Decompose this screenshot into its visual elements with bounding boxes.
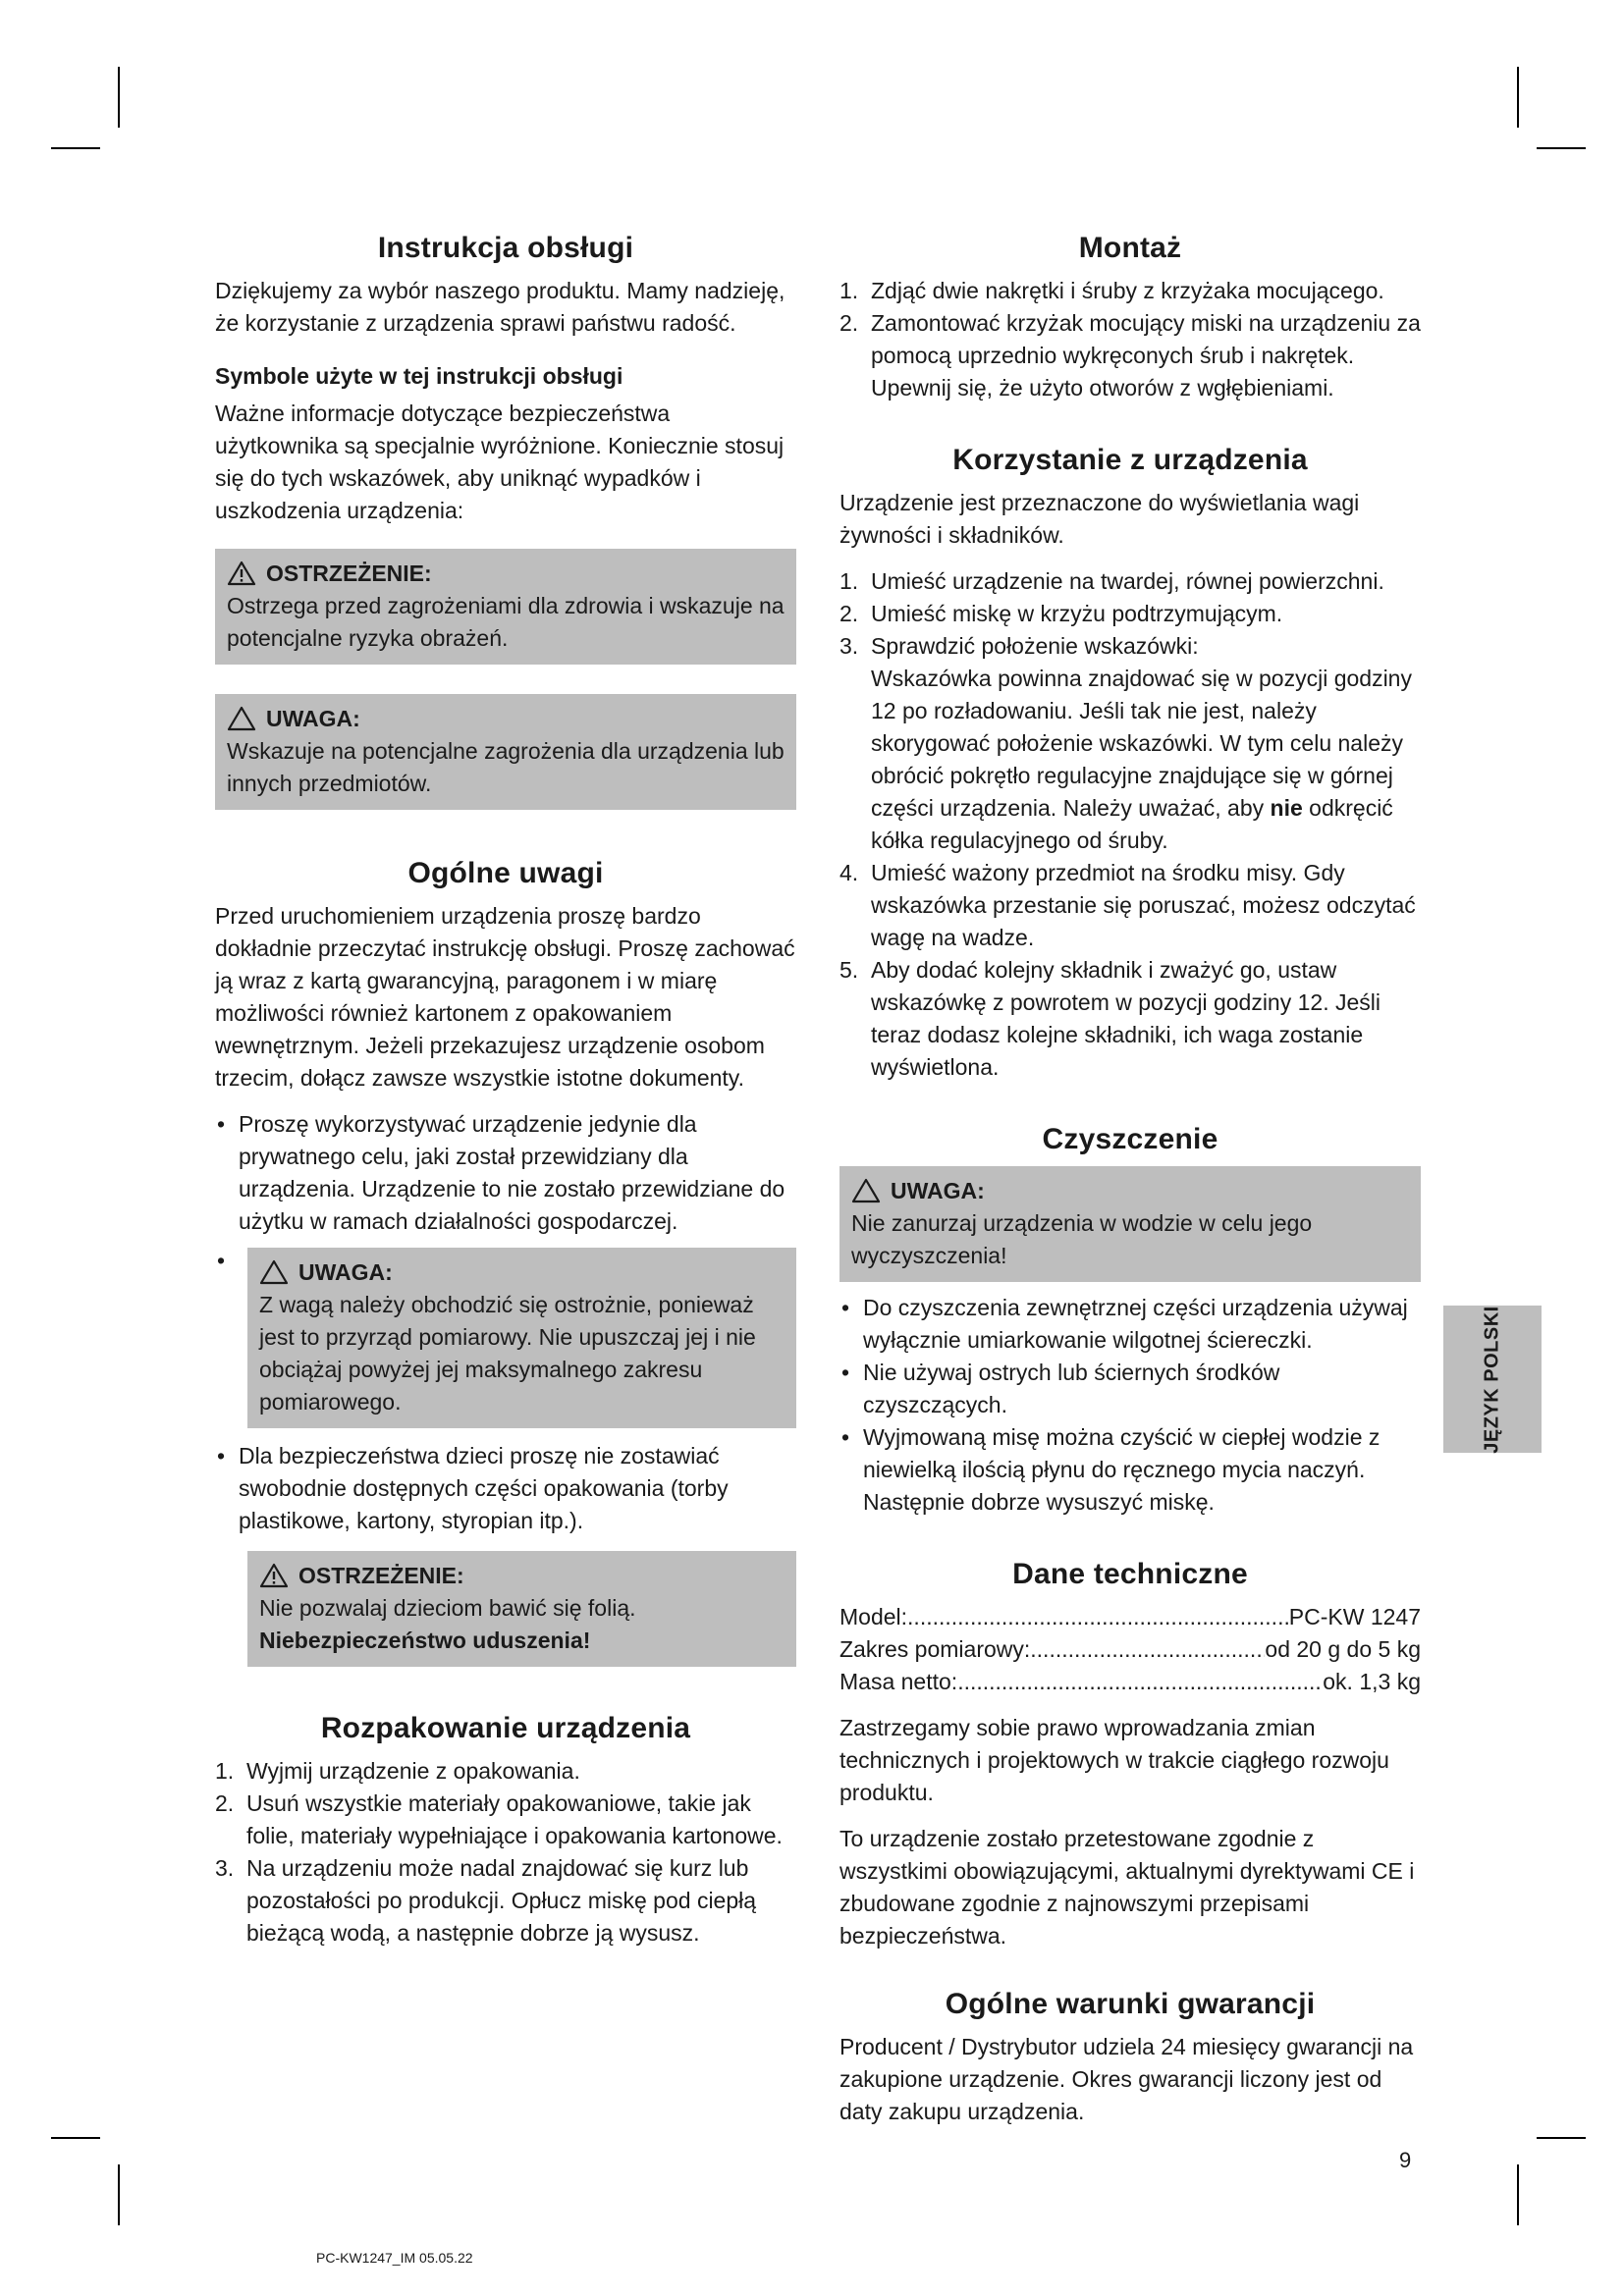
general-list-2 [215, 1440, 796, 1537]
tech-specs [839, 1601, 1421, 1698]
caution-triangle-icon [851, 1178, 881, 1203]
caution-box-text: Wskazuje na potencjalne zagrożenia dla urządzenia lub innych przedmiotów. [227, 738, 785, 796]
crop-mark [51, 147, 100, 149]
list-item [215, 1108, 796, 1238]
crop-mark [1537, 147, 1586, 149]
list-item [839, 275, 1421, 307]
list-item [839, 307, 1421, 404]
crop-mark [118, 2164, 120, 2225]
cleaning-caution-text: Nie zanurzaj urządzenia w wodzie w celu jego wyczyszczenia! [851, 1210, 1313, 1268]
list-item-text: Nie używaj ostrych lub ściernych środków czyszczących. [863, 1360, 1280, 1417]
step-number: 3. [839, 633, 859, 659]
cleaning-title: Czyszczenie [1042, 1123, 1218, 1155]
caution-box-2-head [259, 1255, 785, 1289]
crop-mark [1537, 2137, 1586, 2139]
step-number: 3. [215, 1855, 235, 1881]
page-number: 9 [1399, 2148, 1412, 2172]
list-item [839, 857, 1421, 954]
language-tab [1443, 1306, 1542, 1453]
tech-row-value: ok. 1,3 kg [1323, 1669, 1421, 1694]
list-item [839, 630, 1421, 857]
list-item [215, 1755, 796, 1788]
list-item-text: Wyjmij urządzenie z opakowania. [246, 1758, 580, 1784]
language-tab-label: JĘZYK POLSKI [1481, 1305, 1503, 1454]
tech-title: Dane techniczne [1012, 1558, 1248, 1590]
usage-steps [839, 565, 1421, 1084]
tech-row-label: Model: [839, 1604, 908, 1629]
list-item [215, 1852, 796, 1949]
cleaning-list [839, 1292, 1421, 1519]
tech-row-label: Zakres pomiarowy: [839, 1636, 1031, 1662]
list-item-text: Zdjąć dwie nakrętki i śruby z krzyżaka mocującego. [871, 278, 1384, 303]
bullet: • [217, 1111, 226, 1137]
intro-text: Dziękujemy za wybór naszego produktu. Mamy nadzieję, że korzystanie z urządzenia sprawi państwu radość. [215, 278, 785, 336]
crop-mark [118, 67, 120, 128]
step-number: 1. [215, 1758, 235, 1784]
list-item [839, 1357, 1421, 1421]
general-bullet-caution [215, 1248, 796, 1428]
bullet: • [841, 1424, 850, 1450]
list-item-text: Zamontować krzyżak mocujący miski na urządzeniu za pomocą uprzednio wykręconych śrub i nakrętek. Upewnij się, że użyto otworów z wgłębieniami. [871, 310, 1421, 400]
list-item [839, 1292, 1421, 1357]
step-number: 4. [839, 860, 859, 885]
general-list [215, 1108, 796, 1238]
tech-row-value: od 20 g do 5 kg [1265, 1636, 1421, 1662]
tech-note-2: To urządzenie zostało przetestowane zgodnie z wszystkimi obowiązującymi, aktualnymi dyrektywami CE i zbudowane zgodnie z najnowszymi przepisami bezpieczeństwa. [839, 1826, 1415, 1949]
list-item [839, 954, 1421, 1084]
tech-row [839, 1633, 1421, 1666]
step-number: 1. [839, 278, 859, 303]
step-number: 2. [215, 1790, 235, 1816]
usage-step3-detail-bold: nie [1270, 795, 1303, 821]
cleaning-caution-label: UWAGA: [891, 1178, 985, 1203]
tech-row [839, 1601, 1421, 1633]
bullet: • [841, 1360, 850, 1385]
intro-title: Instrukcja obsługi [377, 232, 634, 264]
symbols-text: Ważne informacje dotyczące bezpieczeństwa użytkownika są specjalnie wyróżnione. Koniecznie stosuj się do tych wskazówek, aby uniknąć wypadków i uszkodzenia urządzenia: [215, 400, 785, 523]
symbols-title: Symbole użyte w tej instrukcji obsługi [215, 363, 623, 389]
bullet: • [217, 1443, 226, 1468]
caution-box-head [227, 702, 785, 735]
tech-row-dots [1030, 1633, 1265, 1666]
warning-box [215, 549, 796, 665]
usage-step3-detail-a: Wskazówka powinna znajdować się w pozycji godziny 12 po rozładowaniu. Jeśli tak nie jest, należy skorygować położenie wskazówki. W tym celu należy obrócić pokrętło regulacyjne znajdujące się w górnej części urządzenia. Należy uważać, aby [871, 666, 1412, 821]
usage-text: Urządzenie jest przeznaczone do wyświetlania wagi żywności i składników. [839, 490, 1360, 548]
list-item-text: Wyjmowaną misę można czyścić w ciepłej wodzie z niewielką ilością płynu do ręcznego mycia naczyń. Następnie dobrze wysuszyć miskę. [863, 1424, 1380, 1515]
right-column [839, 232, 1421, 2142]
assembly-steps [839, 275, 1421, 404]
warning-box-2-text-bold: Niebezpieczeństwo uduszenia! [259, 1628, 591, 1653]
list-item [839, 565, 1421, 598]
footer-code: PC-KW1247_IM 05.05.22 [316, 2250, 473, 2266]
warranty-title: Ogólne warunki gwarancji [945, 1988, 1316, 2020]
general-title: Ogólne uwagi [407, 857, 604, 889]
cleaning-caution-box [839, 1166, 1421, 1282]
bullet: • [841, 1295, 850, 1320]
warranty-text: Producent / Dystrybutor udziela 24 miesięcy gwarancji na zakupione urządzenie. Okres gwarancji liczony jest od daty zakupu urządzenia. [839, 2034, 1414, 2124]
tech-row-dots [907, 1601, 1289, 1633]
crop-mark [51, 2137, 100, 2139]
list-item [215, 1440, 796, 1537]
tech-note-1: Zastrzegamy sobie prawo wprowadzania zmian technicznych i projektowych w trakcie ciągłego rozwoju produktu. [839, 1715, 1389, 1805]
caution-box-label: UWAGA: [266, 706, 360, 731]
assembly-title: Montaż [1078, 232, 1182, 264]
list-item-text: Usuń wszystkie materiały opakowaniowe, takie jak folie, materiały wypełniające i opakowania kartonowe. [246, 1790, 783, 1848]
tech-row-label: Masa netto: [839, 1669, 958, 1694]
list-item-text: Umieść urządzenie na twardej, równej powierzchni. [871, 568, 1384, 594]
tech-row-value: PC-KW 1247 [1288, 1604, 1421, 1629]
unpack-steps [215, 1755, 796, 1949]
step-number: 5. [839, 957, 859, 983]
left-column [215, 232, 796, 1963]
list-item-text: Sprawdzić położenie wskazówki: [871, 633, 1199, 659]
caution-triangle-icon [227, 706, 256, 731]
warning-box-label: OSTRZEŻENIE: [266, 561, 432, 586]
usage-step3-detail-b: odkręcić kółka regulacyjnego od śruby. [871, 795, 1393, 853]
warning-box-2-body [259, 1592, 785, 1657]
bullet: • [217, 1248, 226, 1273]
caution-box [215, 694, 796, 810]
list-item-text: Umieść miskę w krzyżu podtrzymującym. [871, 601, 1283, 626]
tech-row [839, 1666, 1421, 1698]
warning-box-head [227, 557, 785, 590]
step-number: 1. [839, 568, 859, 594]
warning-box-text: Ostrzega przed zagrożeniami dla zdrowia i wskazuje na potencjalne ryzyka obrażeń. [227, 593, 785, 651]
caution-box-2-label: UWAGA: [298, 1259, 393, 1285]
list-item [839, 598, 1421, 630]
caution-box-2-text: Z wagą należy obchodzić się ostrożnie, ponieważ jest to przyrząd pomiarowy. Nie upuszczaj jej i nie obciążaj powyżej jej maksymalnego zakresu pomiarowego. [259, 1292, 756, 1415]
warning-box-2-label: OSTRZEŻENIE: [298, 1563, 464, 1588]
step-number: 2. [839, 601, 859, 626]
usage-step3-detail [871, 663, 1421, 857]
list-item-text: Do czyszczenia zewnętrznej części urządzenia używaj wyłącznie umiarkowanie wilgotnej ściereczki. [863, 1295, 1408, 1353]
warning-triangle-icon [259, 1563, 289, 1588]
caution-triangle-icon [259, 1259, 289, 1285]
unpack-title: Rozpakowanie urządzenia [320, 1712, 691, 1744]
cleaning-caution-head [851, 1174, 1409, 1207]
list-item-text: Aby dodać kolejny składnik i zważyć go, ustaw wskazówkę z powrotem w pozycji godziny 12. Jeśli teraz dodasz kolejne składniki, ich waga zostanie wyświetlona. [871, 957, 1380, 1080]
warning-box-2-text: Nie pozwalaj dzieciom bawić się folią. [259, 1595, 636, 1621]
list-item [215, 1788, 796, 1852]
list-item-text: Umieść ważony przedmiot na środku misy. Gdy wskazówka przestanie się poruszać, możesz odczytać wagę na wadze. [871, 860, 1416, 950]
warning-triangle-icon [227, 561, 256, 586]
warning-box-2-head [259, 1559, 785, 1592]
general-text: Przed uruchomieniem urządzenia proszę bardzo dokładnie przeczytać instrukcję obsługi. Proszę zachować ją wraz z kartą gwarancyjną, paragonem i w miarę możliwości również kartonem z opakowaniem wewnętrznym. Jeżeli przekazujesz urządzenie osobom trzecim, dołącz zawsze wszystkie istotne dokumenty. [215, 903, 795, 1091]
list-item-text: Dla bezpieczeństwa dzieci proszę nie zostawiać swobodnie dostępnych części opakowania (torby plastikowe, kartony, styropian itp.). [239, 1443, 729, 1533]
warning-box-2 [247, 1551, 796, 1667]
list-item-text: Na urządzeniu może nadal znajdować się kurz lub pozostałości po produkcji. Opłucz miskę pod ciepłą bieżącą wodą, a następnie dobrze ją wysusz. [246, 1855, 757, 1946]
caution-box-2 [247, 1248, 796, 1428]
list-item [839, 1421, 1421, 1519]
list-item-text: Proszę wykorzystywać urządzenie jedynie dla prywatnego celu, jaki został przewidziany dla urządzenia. Urządzenie to nie zostało przewidziane do użytku w ramach działalności gospodarczej. [239, 1111, 785, 1234]
crop-mark [1517, 2164, 1519, 2225]
step-number: 2. [839, 310, 859, 336]
usage-title: Korzystanie z urządzenia [952, 444, 1308, 476]
tech-row-dots [957, 1666, 1323, 1698]
crop-mark [1517, 67, 1519, 128]
